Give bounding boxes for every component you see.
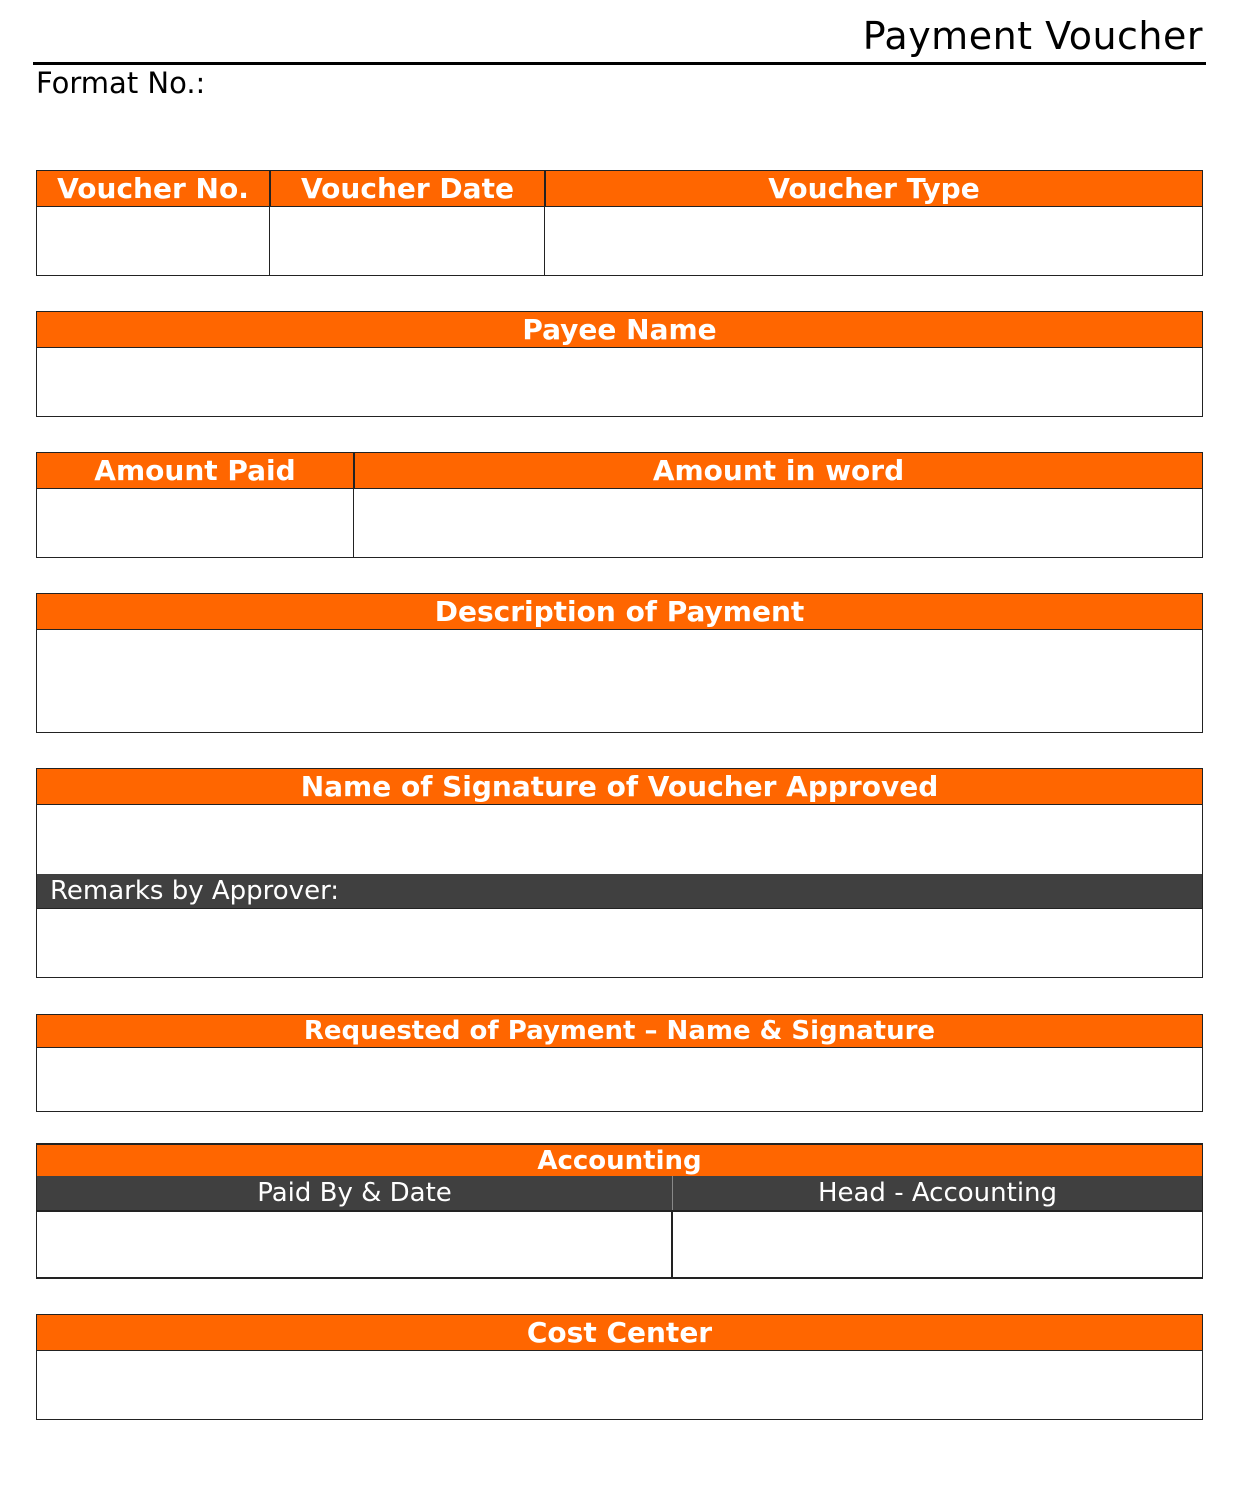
voucher-type-header: Voucher Type xyxy=(545,170,1203,206)
request-header: Requested of Payment – Name & Signature xyxy=(36,1014,1203,1047)
approval-header: Name of Signature of Voucher Approved xyxy=(36,768,1203,804)
title-rule xyxy=(33,62,1206,65)
description-header: Description of Payment xyxy=(36,593,1203,629)
head-accounting-field[interactable] xyxy=(672,1210,1203,1279)
voucher-info-section xyxy=(36,170,1203,276)
payee-name-header: Payee Name xyxy=(36,311,1203,347)
voucher-no-header: Voucher No. xyxy=(36,170,270,206)
approval-signature-field[interactable] xyxy=(36,804,1203,874)
payee-name-field[interactable] xyxy=(36,347,1203,417)
remarks-label: Remarks by Approver: xyxy=(36,874,1203,908)
amount-section xyxy=(36,452,1203,558)
description-section xyxy=(36,593,1203,733)
amount-paid-header: Amount Paid xyxy=(36,452,354,488)
amount-paid-field[interactable] xyxy=(36,488,354,558)
cost-center-field[interactable] xyxy=(36,1350,1203,1420)
voucher-date-field[interactable] xyxy=(270,206,545,276)
cost-center-section xyxy=(36,1314,1203,1420)
accounting-header: Accounting xyxy=(36,1143,1203,1176)
cost-center-header: Cost Center xyxy=(36,1314,1203,1350)
head-accounting-header: Head - Accounting xyxy=(672,1176,1203,1210)
format-no-label: Format No.: xyxy=(36,66,206,100)
payee-section xyxy=(36,311,1203,417)
voucher-type-field[interactable] xyxy=(545,206,1203,276)
amount-in-word-header: Amount in word xyxy=(354,452,1203,488)
description-field[interactable] xyxy=(36,629,1203,733)
remarks-field[interactable] xyxy=(36,908,1203,978)
voucher-no-field[interactable] xyxy=(36,206,270,276)
document-title: Payment Voucher xyxy=(862,14,1203,58)
paid-by-date-field[interactable] xyxy=(36,1210,672,1279)
paid-by-date-header: Paid By & Date xyxy=(36,1176,672,1210)
accounting-section xyxy=(36,1143,1203,1279)
amount-in-word-field[interactable] xyxy=(354,488,1203,558)
request-signature-field[interactable] xyxy=(36,1047,1203,1112)
request-section xyxy=(36,1014,1203,1112)
approval-section xyxy=(36,768,1203,978)
voucher-date-header: Voucher Date xyxy=(270,170,545,206)
